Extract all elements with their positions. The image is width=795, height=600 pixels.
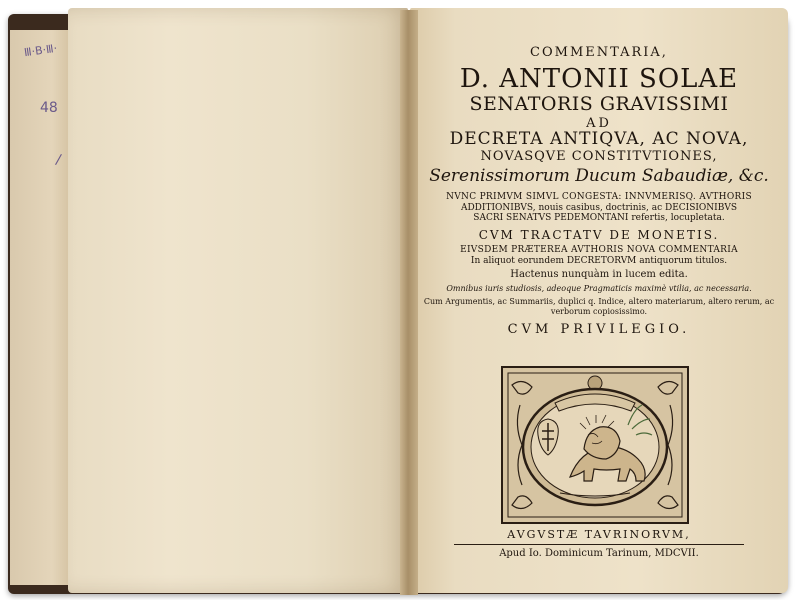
imprint-rule bbox=[454, 544, 744, 545]
privilege-line: CVM PRIVILEGIO. bbox=[507, 321, 691, 337]
shelfmark-stroke: / bbox=[54, 151, 63, 169]
printers-device-lion-emblem bbox=[500, 365, 690, 525]
title-line-edita: Hactenus nunquàm in lucem edita. bbox=[510, 269, 688, 281]
title-line-argumentis: Cum Argumentis, ac Summariis, duplici q. Indice, altero materiarum, altero rerum, ac bbox=[423, 297, 775, 307]
title-line-titulos: In aliquot eorundem DECRETORVM antiquorum titulos. bbox=[470, 255, 728, 266]
imprint-place: AVGVSTÆ TAVRINORVM, bbox=[507, 528, 691, 541]
title-line-copiosissimo: verborum copiosissimo. bbox=[550, 306, 648, 316]
author-name: D. ANTONII SOLAE bbox=[459, 63, 739, 94]
title-line-studiosis: Omnibus iuris studiosis, adeoque Pragmaticis maximè vtilia, ac necessaria. bbox=[446, 283, 752, 293]
shelfmark-number: 48 bbox=[40, 100, 58, 116]
title-line-congesta: NVNC PRIMVM SIMVL CONGESTA: INNVMERISQ. AVTHORIS bbox=[446, 191, 752, 202]
left-blank-page bbox=[68, 8, 408, 593]
title-line-ad: AD bbox=[586, 115, 612, 131]
shelfmark-note: Ⅲ·B·Ⅲ· bbox=[23, 41, 58, 60]
title-line-decreta: DECRETA ANTIQVA, AC NOVA, bbox=[449, 128, 749, 149]
title-line-commentaria: COMMENTARIA, bbox=[530, 45, 668, 60]
title-line-monetis: CVM TRACTATV DE MONETIS. bbox=[478, 228, 720, 243]
title-text-block bbox=[410, 46, 788, 336]
title-line-commentaria-nova: EIVSDEM PRÆTEREA AVTHORIS NOVA COMMENTARIA bbox=[460, 244, 738, 255]
imprint-printer: Apud Io. Dominicum Tarinum, MDCVII. bbox=[499, 548, 699, 559]
handwritten-shelfmark bbox=[18, 40, 74, 240]
title-line-constitutiones: NOVASQVE CONSTITVTIONES, bbox=[480, 149, 718, 165]
author-title: SENATORIS GRAVISSIMI bbox=[469, 92, 729, 115]
title-line-additionibus: ADDITIONIBVS, nouis casibus, doctrinis, ac DECISIONIBVS bbox=[460, 202, 738, 213]
title-line-senatus: SACRI SENATVS PEDEMONTANI refertis, locupletata. bbox=[473, 213, 725, 224]
title-line-sabaudiae: Serenissimorum Ducum Sabaudiæ, &c. bbox=[429, 166, 769, 186]
imprint-block bbox=[410, 528, 788, 559]
